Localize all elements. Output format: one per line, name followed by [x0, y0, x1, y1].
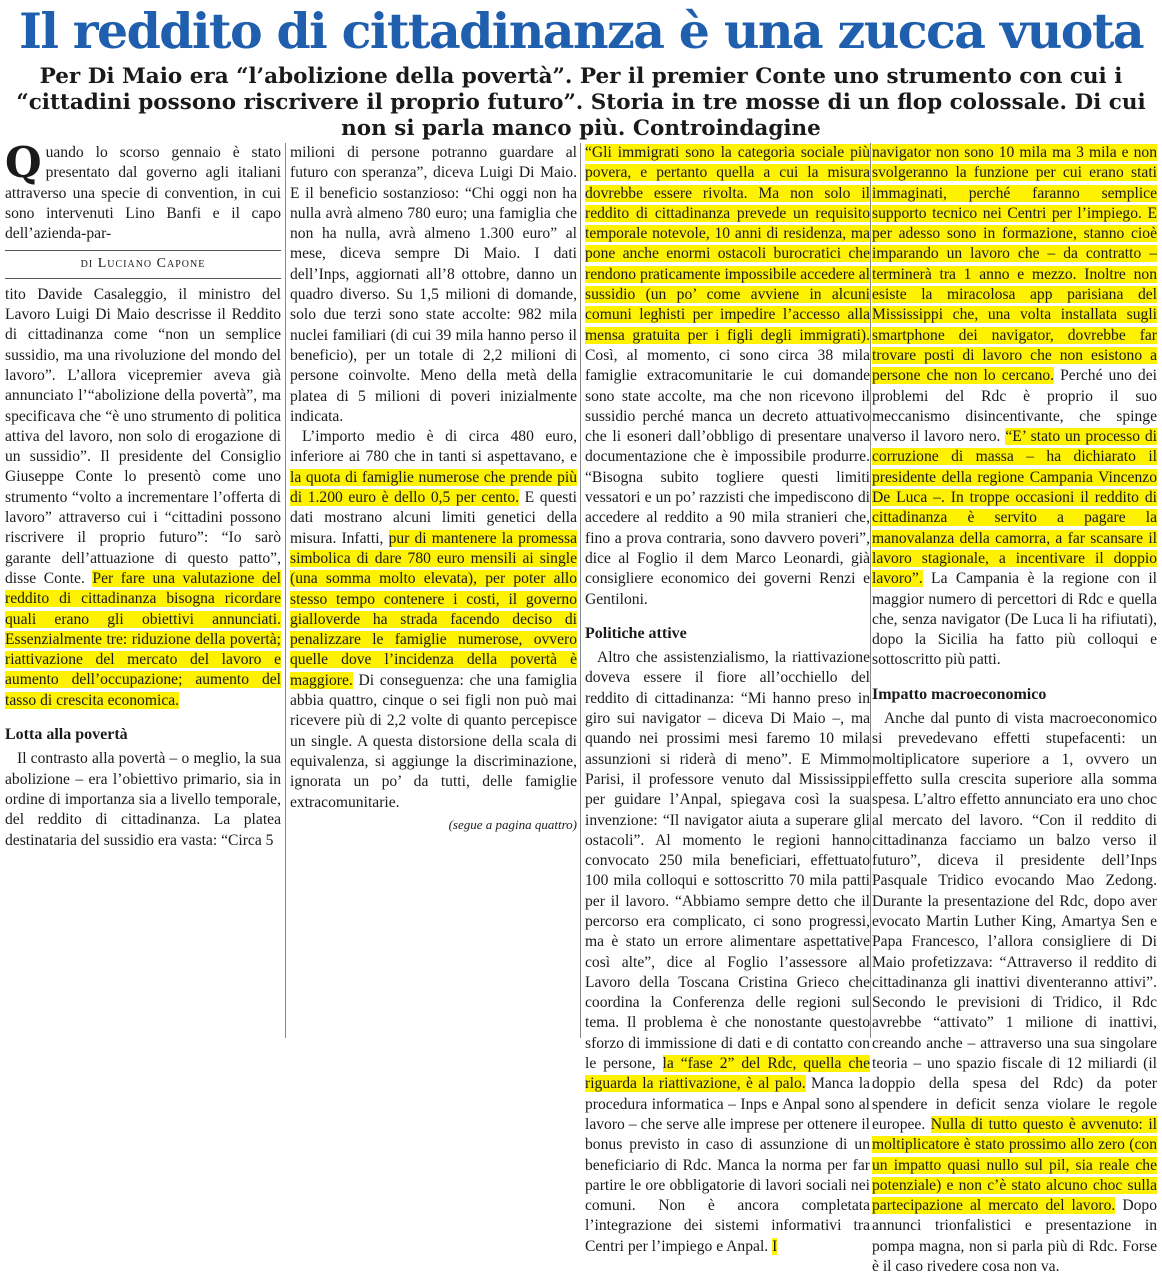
text-run: L’importo medio è di circa 480 euro, inferiore ai 780 che in tanti si aspettavano, e: [290, 428, 577, 466]
paragraph: Il contrasto alla povertà – o meglio, la sua abolizione – era l’obiettivo primario, sia in ordine di importanza sia a livello temporale, del reddito di cittadinanza. La platea destinataria del sussidio era vasta: “Circa 5: [5, 750, 281, 849]
text-run: Altro che assistenzialismo, la riattivazione doveva essere il fiore all’occhiello del reddito di cittadinanza: “Mi hanno preso in giro sui navigator – diceva Di Maio –, ma quando nei prossimi mesi faremo 10 mila assunzioni si riderà di meno”. E Mimmo Parisi, il professore venuto dal Mississippi per guidare l’Anpal, spiegava così la sua invenzione: “Il navigator aiuta a superare gli ostacoli”. Al momento le regioni hanno convocato 250 mila beneficiari, effettuato 100 mila colloqui e sottoscritto 70 mila patti per il lavoro. “Abbiamo sempre detto che il percorso era complicato, ci sono progressi, ma è stato un errore alimentare aspettative così alte”, dice al Foglio l’assessore al Lavoro della Toscana Cristina Grieco che coordina la Conferenza delle regioni sul tema. Il problema è che nonostante questo sforzo di immissione di dati e di contatto con le persone,: [585, 649, 870, 1073]
intro-text: uando lo scorso gennaio è stato presentato dal governo agli italiani attraverso una specie di convention, in cui sono intervenuti Lino Banfi e il capo dell’azienda-par-: [5, 144, 281, 243]
text-run: tito Davide Casaleggio, il ministro del Lavoro Luigi Di Maio descrisse il Reddito di cittadinanza come “non un semplice sussidio, ma una rivoluzione del mondo del lavoro”. L’allora vicepremier aveva già annunciato l’“abolizione della povertà”, ma specificava che “è uno strumento di politica attiva del lavoro, non solo di erogazione di un sussidio”. Il presidente del Consiglio Giuseppe Conte lo presentò come uno strumento “volto a incrementare l’offerta di lavoro” attraverso cui i “cittadini possono riscrivere il proprio futuro”: “Io sarò garante dell’attuazione di questo patto”, disse Conte.: [5, 285, 281, 587]
highlighted-text: “Gli immigrati sono la categoria sociale più povera, e pertanto quella a cui la misura dovrebbe essere rivolta. Ma non solo il reddito di cittadinanza prevede un requisito temporale notevole, 10 anni di residenza, ma pone anche enormi ostacoli burocratici che rendono praticamente impossibile accedere al sussidio (un po’ come avviene in alcuni comuni leghisti per impedire l’accesso alla mensa gratuita per i figli degli immigrati).: [585, 144, 870, 344]
byline: di Luciano Capone: [5, 250, 281, 278]
column-divider: [870, 143, 871, 1038]
highlighted-text: Nulla di tutto questo è avvenuto: il moltiplicatore è stato prossimo allo zero (con un impatto quasi nullo sul pil, sia reale che potenziale) e non c’è stato alcuno choc sulla partecipazione al mercato del lavoro.: [872, 1115, 1157, 1215]
text-run: Manca la procedura informatica – Inps e Anpal sono al lavoro – che serve alle imprese per ottenere il bonus previsto in caso di assunzione di un beneficiario di Rdc. Manca la norma per far partire le ore obbligatorie di lavori sociali nei comuni. Non è ancora completata l’integrazione dei sistemi informativi tra Centri per l’impiego e Anpal.: [585, 1075, 870, 1255]
section-heading: Politiche attive: [585, 624, 687, 642]
highlighted-text: I: [772, 1237, 778, 1255]
section-heading: Impatto macroeconomico: [872, 685, 1047, 703]
article-column-4: [872, 143, 1158, 1276]
subheadline: Per Di Maio era “l’abolizione della povertà”. Per il premier Conte uno strumento con cui i “cittadini possono riscrivere il proprio futuro”. Storia in tre mosse di un flop colossale. Di cui non si parla manco più. Controindagine: [16, 64, 1146, 141]
paragraph: [5, 285, 281, 711]
highlighted-text: la quota di famiglie numerose che prende più di 1.200 euro è dello 0,5 per cento.: [290, 468, 577, 507]
continued-note: (segue a pagina quattro): [448, 816, 577, 832]
highlighted-text: pur di mantenere la promessa simbolica di dare 780 euro mensili ai single (una somma molto elevata), per poter allo stesso tempo contenere i costi, il governo gialloverde ha strada facendo deciso di penalizzare le famiglie numerose, ovvero quelle dove l’incidenza della povertà è maggiore.: [290, 529, 577, 689]
paragraph: [872, 143, 1157, 671]
article-column-1: [5, 138, 282, 1040]
paragraph: [585, 648, 870, 1257]
paragraph: milioni di persone potranno guardare al futuro con speranza”, diceva Luigi Di Maio. E il beneficio sostanzioso: “Chi oggi non ha nulla avrà almeno 780 euro; una famiglia che non ha nulla, avrà almeno 1.300 euro” al mese, diceva sempre Di Maio. I dati dell’Inps, aggiornati all’8 ottobre, danno un quadro diverso. Su 1,5 milioni di domande, solo due terzi sono state accolte: 982 mila nuclei familiari (di cui 39 mila hanno perso il beneficio), per un totale di 2,2 milioni di persone coinvolte. Meno della metà della platea di 5 milioni di poveri inizialmente indicata.: [290, 144, 577, 425]
text-run: Così, al momento, ci sono circa 38 mila famiglie extracomunitarie le cui domande sono state accolte, ma che non ricevono il sussidio perché manca un decreto attuativo che li esoneri dall’obbligo di presentare una documentazione che è impossibile produrre. “Bisogna subito togliere questi limiti vessatori e un po’ razzisti che impediscono di accedere al reddito a 90 mila stranieri che, fino a prova contraria, sono davvero poveri”, dice al Foglio il dem Marco Leonardi, già consigliere economico dei governi Renzi e Gentiloni.: [585, 346, 870, 608]
headline: Il reddito di cittadinanza è una zucca vuota: [19, 2, 1143, 60]
intro-paragraph: [5, 138, 281, 244]
highlighted-text: Per fare una valutazione del reddito di cittadinanza bisogna ricordare quali erano gli obiettivi annunciati. Essenzialmente tre: riduzione della povertà; riattivazione del mercato del lavoro e aumento dell’occupazione; aumento del tasso di crescita economica.: [5, 569, 282, 709]
article-column-2: [290, 143, 577, 1040]
column-divider: [580, 143, 581, 1038]
text-run: Di conseguenza: che una famiglia abbia quattro, cinque o sei figli non può mai ricevere più di 2,2 volte di quanto percepisce un single. A questa distorsione della scala di equivalenza, si aggiunge la discriminazione, ignorata un po’ da tutti, delle famiglie extracomunitarie.: [290, 671, 577, 811]
highlighted-text: “E’ stato un processo di corruzione di massa – ha dichiarato il presidente della regione Campania Vincenzo De Luca –. In troppe occasioni il reddito di cittadinanza è servito a pagare la manovalanza della camorra, a far scansare il lavoro stagionale, a incentivare il doppio lavoro”.: [872, 428, 1157, 588]
column-divider: [285, 143, 286, 1038]
paragraph: [290, 427, 577, 813]
text-run: E questi dati mostrano alcuni limiti genetici della misura. Infatti,: [290, 489, 577, 547]
highlighted-text: navigator non sono 10 mila ma 3 mila e non svolgeranno la funzione per cui erano stati immaginati, perché faranno semplice supporto tecnico nei Centri per l’impiego. E per adesso sono in formazione, stanno cioè imparando un lavoro che – da contratto – terminerà tra 1 anno e mezzo. Inoltre non esiste la miracolosa app parisiana del Mississippi che, una volta installata sugli smartphone dei navigator, dovrebbe far trovare posti di lavoro che non esistono a persone che non lo cercano.: [872, 144, 1157, 385]
text-run: Anche dal punto di vista macroeconomico si prevedevano effetti stupefacenti: un moltiplicatore superiore a 1, ovvero un effetto sulla crescita superiore alla somma spesa. L’altro effetto annunciato era uno choc al mercato del lavoro. “Con il reddito di cittadinanza facciamo un balzo verso il futuro”, diceva il presidente dell’Inps Pasquale Tridico evocando Mao Zedong. Durante la presentazione del Rdc, dopo aver evocato Martin Luther King, Amartya Sen e Papa Francesco, l’allora consigliere di Di Maio profetizzava: “Attraverso il reddito di cittadinanza gli inattivi diventeranno attivi”. Secondo le previsioni di Tridico, il Rdc avrebbe “attivato” 1 milione di inattivi, creando anche – attraverso una sua singolare teoria – uno spazio fiscale di 12 miliardi (il doppio della spesa del Rdc) da poter spendere in deficit senza violare le regole europee.: [872, 710, 1157, 1133]
text-run: Perché uno dei problemi del Rdc è proprio il suo meccanismo disincentivante, che spinge verso il lavoro nero.: [872, 367, 1157, 446]
paragraph: [585, 143, 870, 610]
section-heading: Lotta alla povertà: [5, 726, 128, 744]
drop-cap: Q: [5, 138, 42, 187]
text-run: La Campania è la regione con il maggior numero di percettori di Rdc e quella che, senza navigator (De Luca li ha rifiutati), dopo la Sicilia ha fatto più colloqui e sottoscritto più patti.: [872, 570, 1158, 669]
text-run: Dopo annunci trionfalistici e presentazione in pompa magna, non si parla più di Rdc. Forse è il caso rivedere cosa non va.: [872, 1197, 1157, 1276]
article-column-3: [585, 143, 871, 1255]
paragraph: [872, 709, 1157, 1277]
highlighted-text: la “fase 2” del Rdc, quella che riguarda la riattivazione, è al palo.: [585, 1055, 871, 1093]
